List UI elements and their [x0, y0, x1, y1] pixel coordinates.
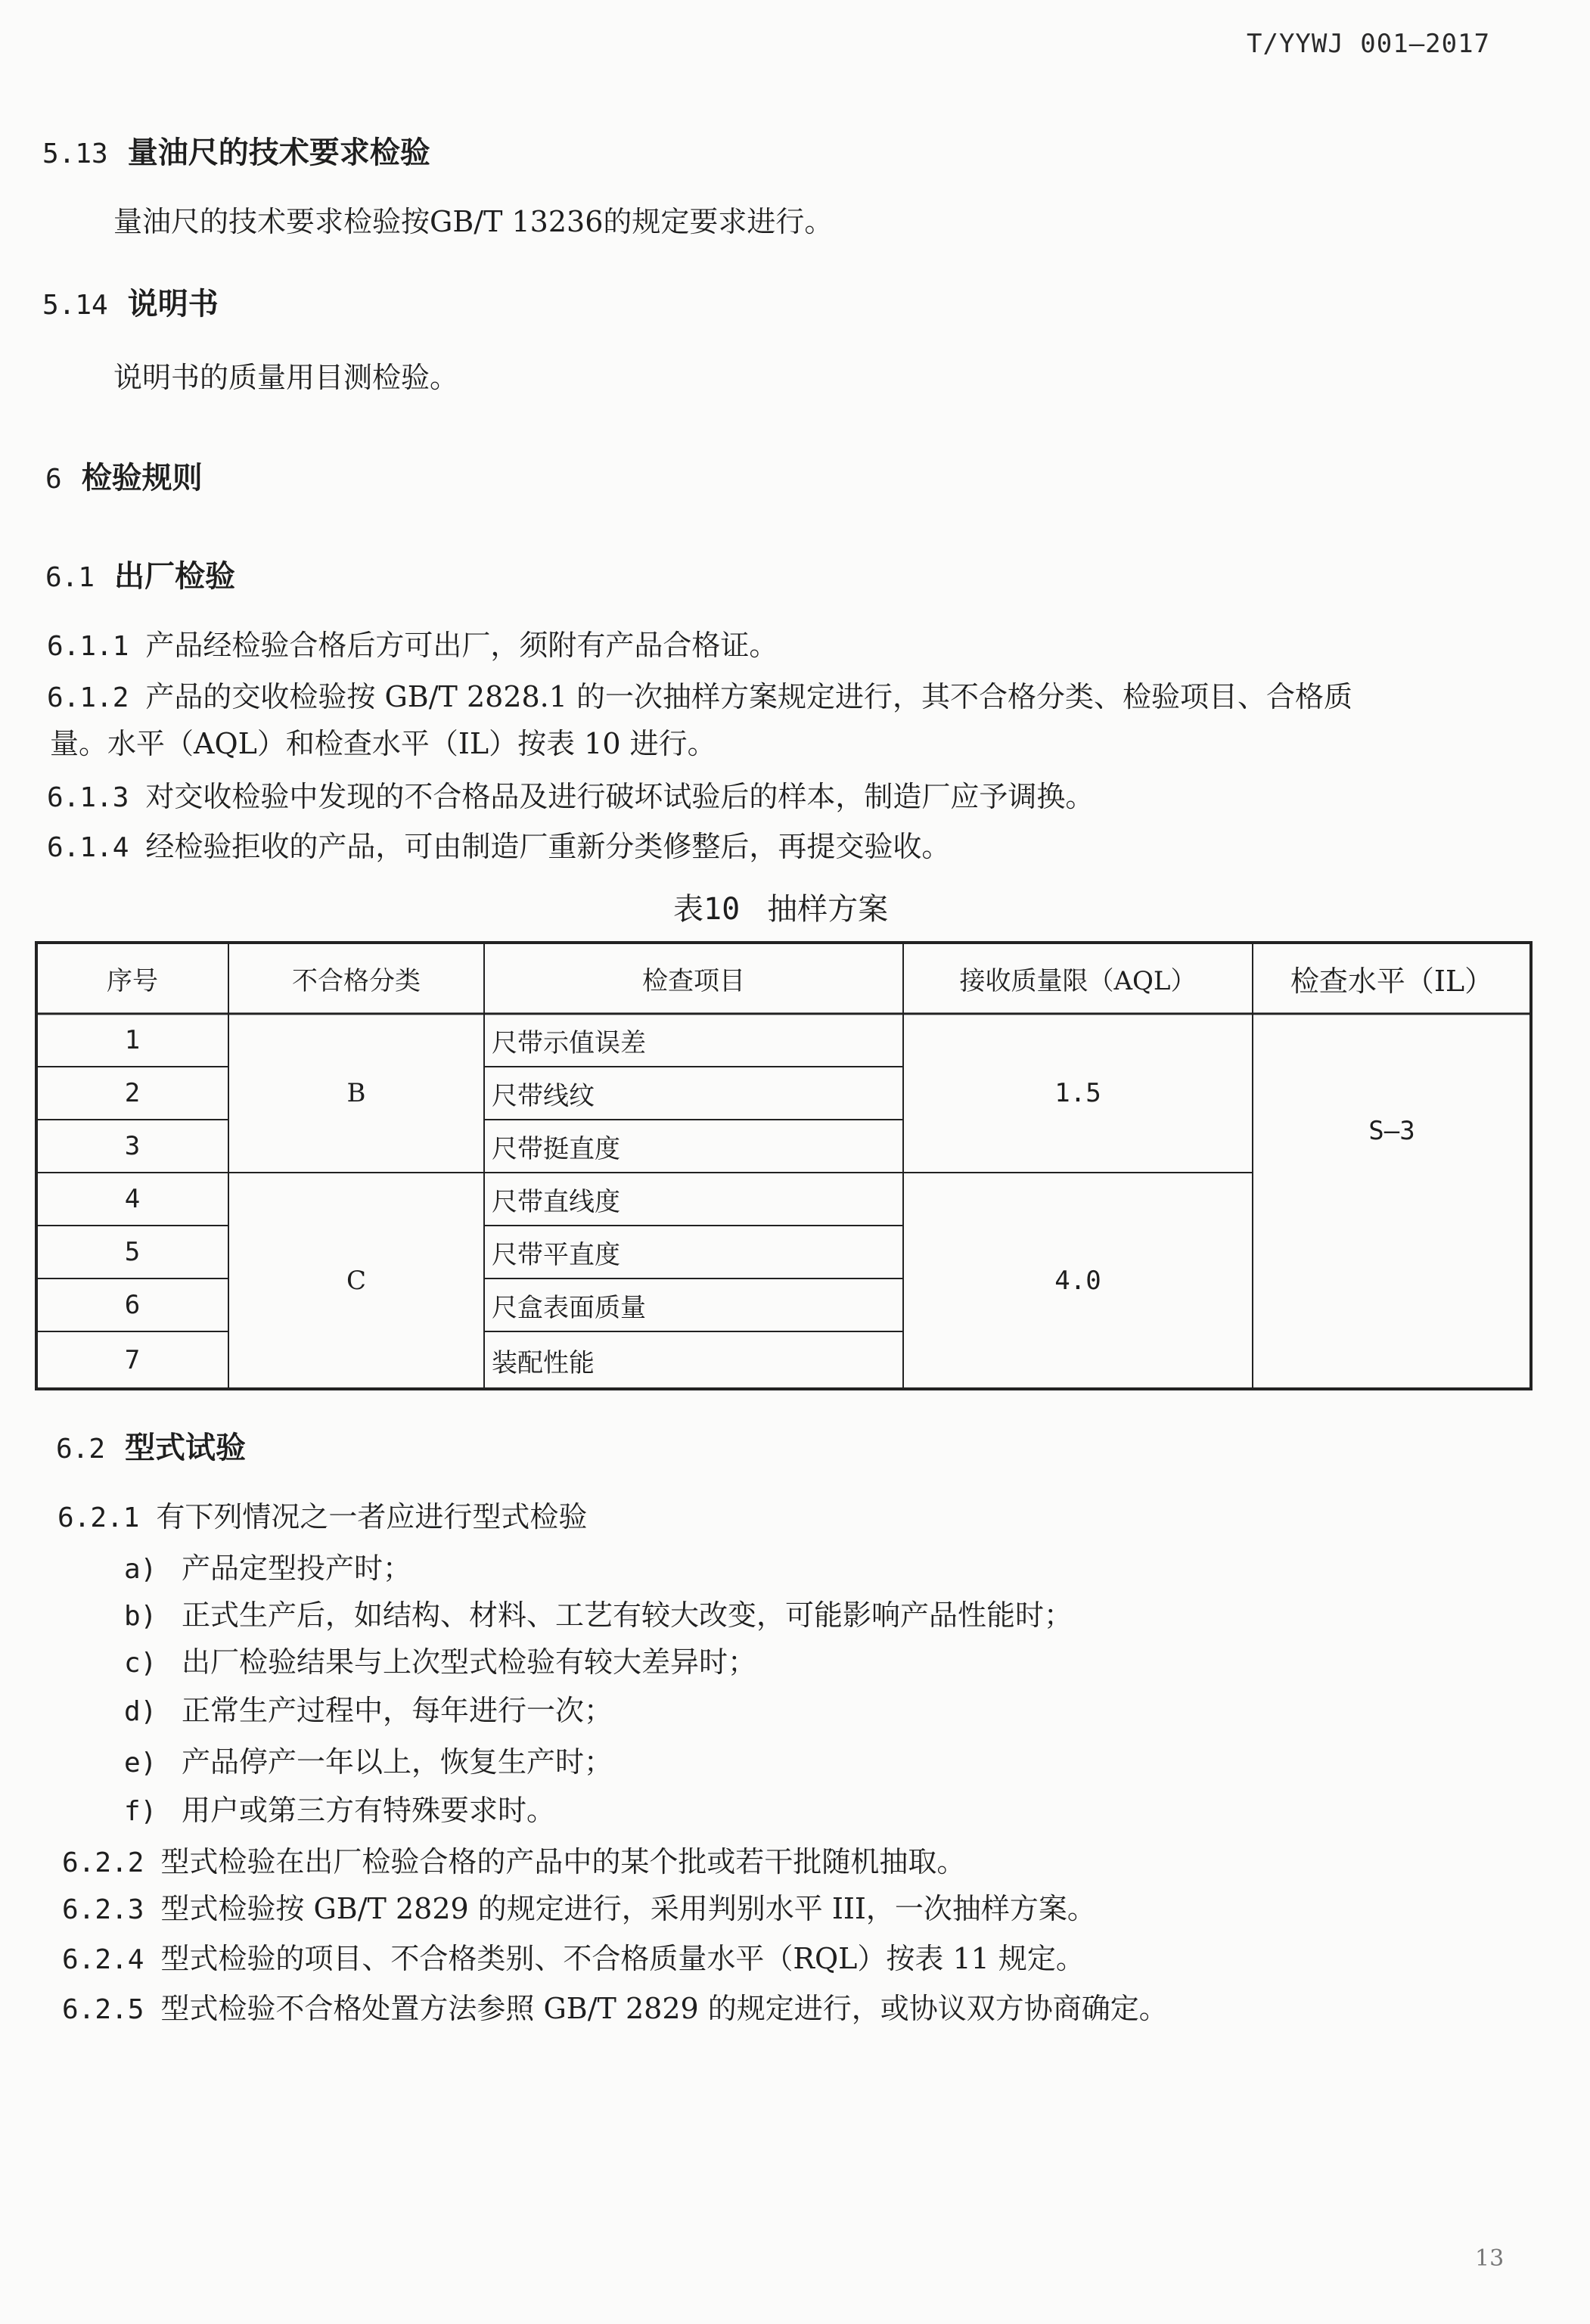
table-title: 抽样方案 — [767, 892, 889, 927]
table-row-seq: 3 — [124, 1131, 141, 1161]
list-item — [124, 1687, 613, 1729]
list-letter: f) — [124, 1796, 157, 1827]
clause-6-2-5 — [62, 1985, 1168, 2027]
list-text: 用户或第三方有特殊要求时。 — [182, 1794, 556, 1827]
section-number: 6 — [45, 464, 62, 495]
table-row-seq: 7 — [124, 1345, 141, 1375]
table-10-caption — [673, 885, 888, 928]
list-item — [124, 1545, 411, 1586]
table-row-item: 尺盒表面质量 — [492, 1292, 646, 1323]
section-5-14-body: 说明书的质量用目测检验。 — [113, 361, 459, 394]
section-number: 5.14 — [42, 290, 108, 321]
header-inspection-level: 检查水平（IL） — [1290, 964, 1494, 998]
table-row-item: 尺带线纹 — [492, 1080, 595, 1111]
section-6-1-heading — [45, 552, 235, 595]
clause-6-2-4 — [62, 1935, 1085, 1977]
section-6-2-heading — [56, 1424, 246, 1467]
clause-text: 经检验拒收的产品，可由制造厂重新分类修整后，再提交验收。 — [145, 830, 951, 863]
clause-text: 型式检验不合格处置方法参照 GB/T 2829 的规定进行，或协议双方协商确定。 — [160, 1992, 1168, 2025]
clause-text: 有下列情况之一者应进行型式检验 — [156, 1500, 588, 1533]
clause-number: 6.2.2 — [62, 1847, 144, 1878]
list-letter: c) — [124, 1648, 157, 1679]
header-aql: 接收质量限（AQL） — [959, 965, 1197, 996]
aql-c-cell: 4.0 — [1054, 1266, 1101, 1296]
clause-6-1-2 — [47, 673, 1352, 715]
list-letter: e) — [124, 1748, 157, 1779]
section-5-13-body: 量油尺的技术要求检验按GB/T 13236的规定要求进行。 — [113, 205, 834, 238]
clause-number: 6.2.3 — [62, 1894, 144, 1925]
table-row-seq: 1 — [124, 1025, 141, 1055]
document-code: T/YYWJ 001—2017 — [1247, 29, 1491, 59]
clause-number: 6.1.2 — [47, 682, 129, 713]
section-title: 型式试验 — [125, 1431, 247, 1465]
list-item — [124, 1592, 1073, 1633]
table-row-seq: 4 — [124, 1184, 141, 1214]
table-row-item: 尺带直线度 — [492, 1186, 620, 1217]
list-text: 正式生产后，如结构、材料、工艺有较大改变，可能影响产品性能时； — [182, 1599, 1073, 1632]
clause-6-1-1 — [47, 622, 778, 663]
section-number: 6.2 — [56, 1434, 106, 1465]
list-letter: b) — [124, 1601, 157, 1632]
section-5-13-heading — [42, 129, 430, 172]
sampling-plan-table — [35, 941, 1533, 1390]
clause-number: 6.2.4 — [62, 1944, 144, 1975]
clause-6-1-4 — [47, 823, 950, 865]
clause-text: 产品的交收检验按 GB/T 2828.1 的一次抽样方案规定进行，其不合格分类、检验项目、合格质 — [145, 680, 1353, 713]
list-text: 产品定型投产时； — [182, 1552, 412, 1585]
table-row-item: 装配性能 — [492, 1347, 595, 1378]
list-letter: d) — [124, 1696, 157, 1727]
header-nonconformity-class: 不合格分类 — [292, 965, 421, 996]
clause-number: 6.2.5 — [62, 1994, 144, 2025]
class-c-cell: C — [346, 1266, 366, 1296]
table-row-seq: 2 — [124, 1078, 141, 1108]
clause-6-2-3 — [62, 1885, 1096, 1927]
aql-b-cell: 1.5 — [1054, 1078, 1101, 1108]
section-number: 5.13 — [42, 138, 108, 169]
class-b-cell: B — [346, 1078, 366, 1108]
clause-6-2-2 — [62, 1838, 965, 1880]
list-item — [124, 1787, 555, 1828]
table-row-item: 尺带示值误差 — [492, 1027, 646, 1058]
table-row-item: 尺带挺直度 — [492, 1133, 620, 1164]
section-5-14-heading — [42, 280, 219, 323]
table-number: 表10 — [673, 892, 741, 927]
section-title: 量油尺的技术要求检验 — [127, 135, 430, 170]
clause-number: 6.2.1 — [57, 1502, 140, 1533]
header-inspection-item: 检查项目 — [642, 965, 745, 996]
section-title: 说明书 — [127, 287, 219, 322]
list-text: 产品停产一年以上，恢复生产时； — [182, 1745, 613, 1779]
list-letter: a) — [124, 1554, 157, 1585]
clause-6-2-1 — [57, 1493, 587, 1535]
list-text: 正常生产过程中，每年进行一次； — [182, 1694, 613, 1727]
page-number: 13 — [1475, 2245, 1505, 2272]
list-item — [124, 1639, 756, 1680]
clause-6-1-3 — [47, 773, 1094, 815]
clause-text: 型式检验按 GB/T 2829 的规定进行，采用判别水平 III，一次抽样方案。 — [160, 1892, 1096, 1925]
header-seq: 序号 — [107, 965, 158, 996]
list-item — [124, 1738, 613, 1780]
clause-text: 型式检验在出厂检验合格的产品中的某个批或若干批随机抽取。 — [160, 1845, 966, 1878]
section-title: 检验规则 — [81, 461, 203, 496]
clause-text: 产品经检验合格后方可出厂，须附有产品合格证。 — [145, 629, 778, 662]
table-row-seq: 6 — [124, 1290, 141, 1320]
clause-text: 对交收检验中发现的不合格品及进行破坏试验后的样本，制造厂应予调换。 — [145, 780, 1095, 813]
clause-number: 6.1.3 — [47, 782, 129, 813]
inspection-level-cell: S—3 — [1368, 1116, 1415, 1146]
section-6-heading — [45, 454, 203, 497]
clause-6-1-2-continuation: 量。水平（AQL）和检查水平（IL）按表 10 进行。 — [50, 727, 716, 760]
clause-number: 6.1.4 — [47, 832, 129, 863]
section-number: 6.1 — [45, 562, 95, 593]
clause-text: 型式检验的项目、不合格类别、不合格质量水平（RQL）按表 11 规定。 — [160, 1942, 1085, 1975]
clause-number: 6.1.1 — [47, 631, 129, 662]
table-row-item: 尺带平直度 — [492, 1239, 620, 1270]
section-title: 出厂检验 — [114, 559, 236, 594]
table-row-seq: 5 — [124, 1237, 141, 1267]
list-text: 出厂检验结果与上次型式检验有较大差异时； — [182, 1645, 757, 1679]
